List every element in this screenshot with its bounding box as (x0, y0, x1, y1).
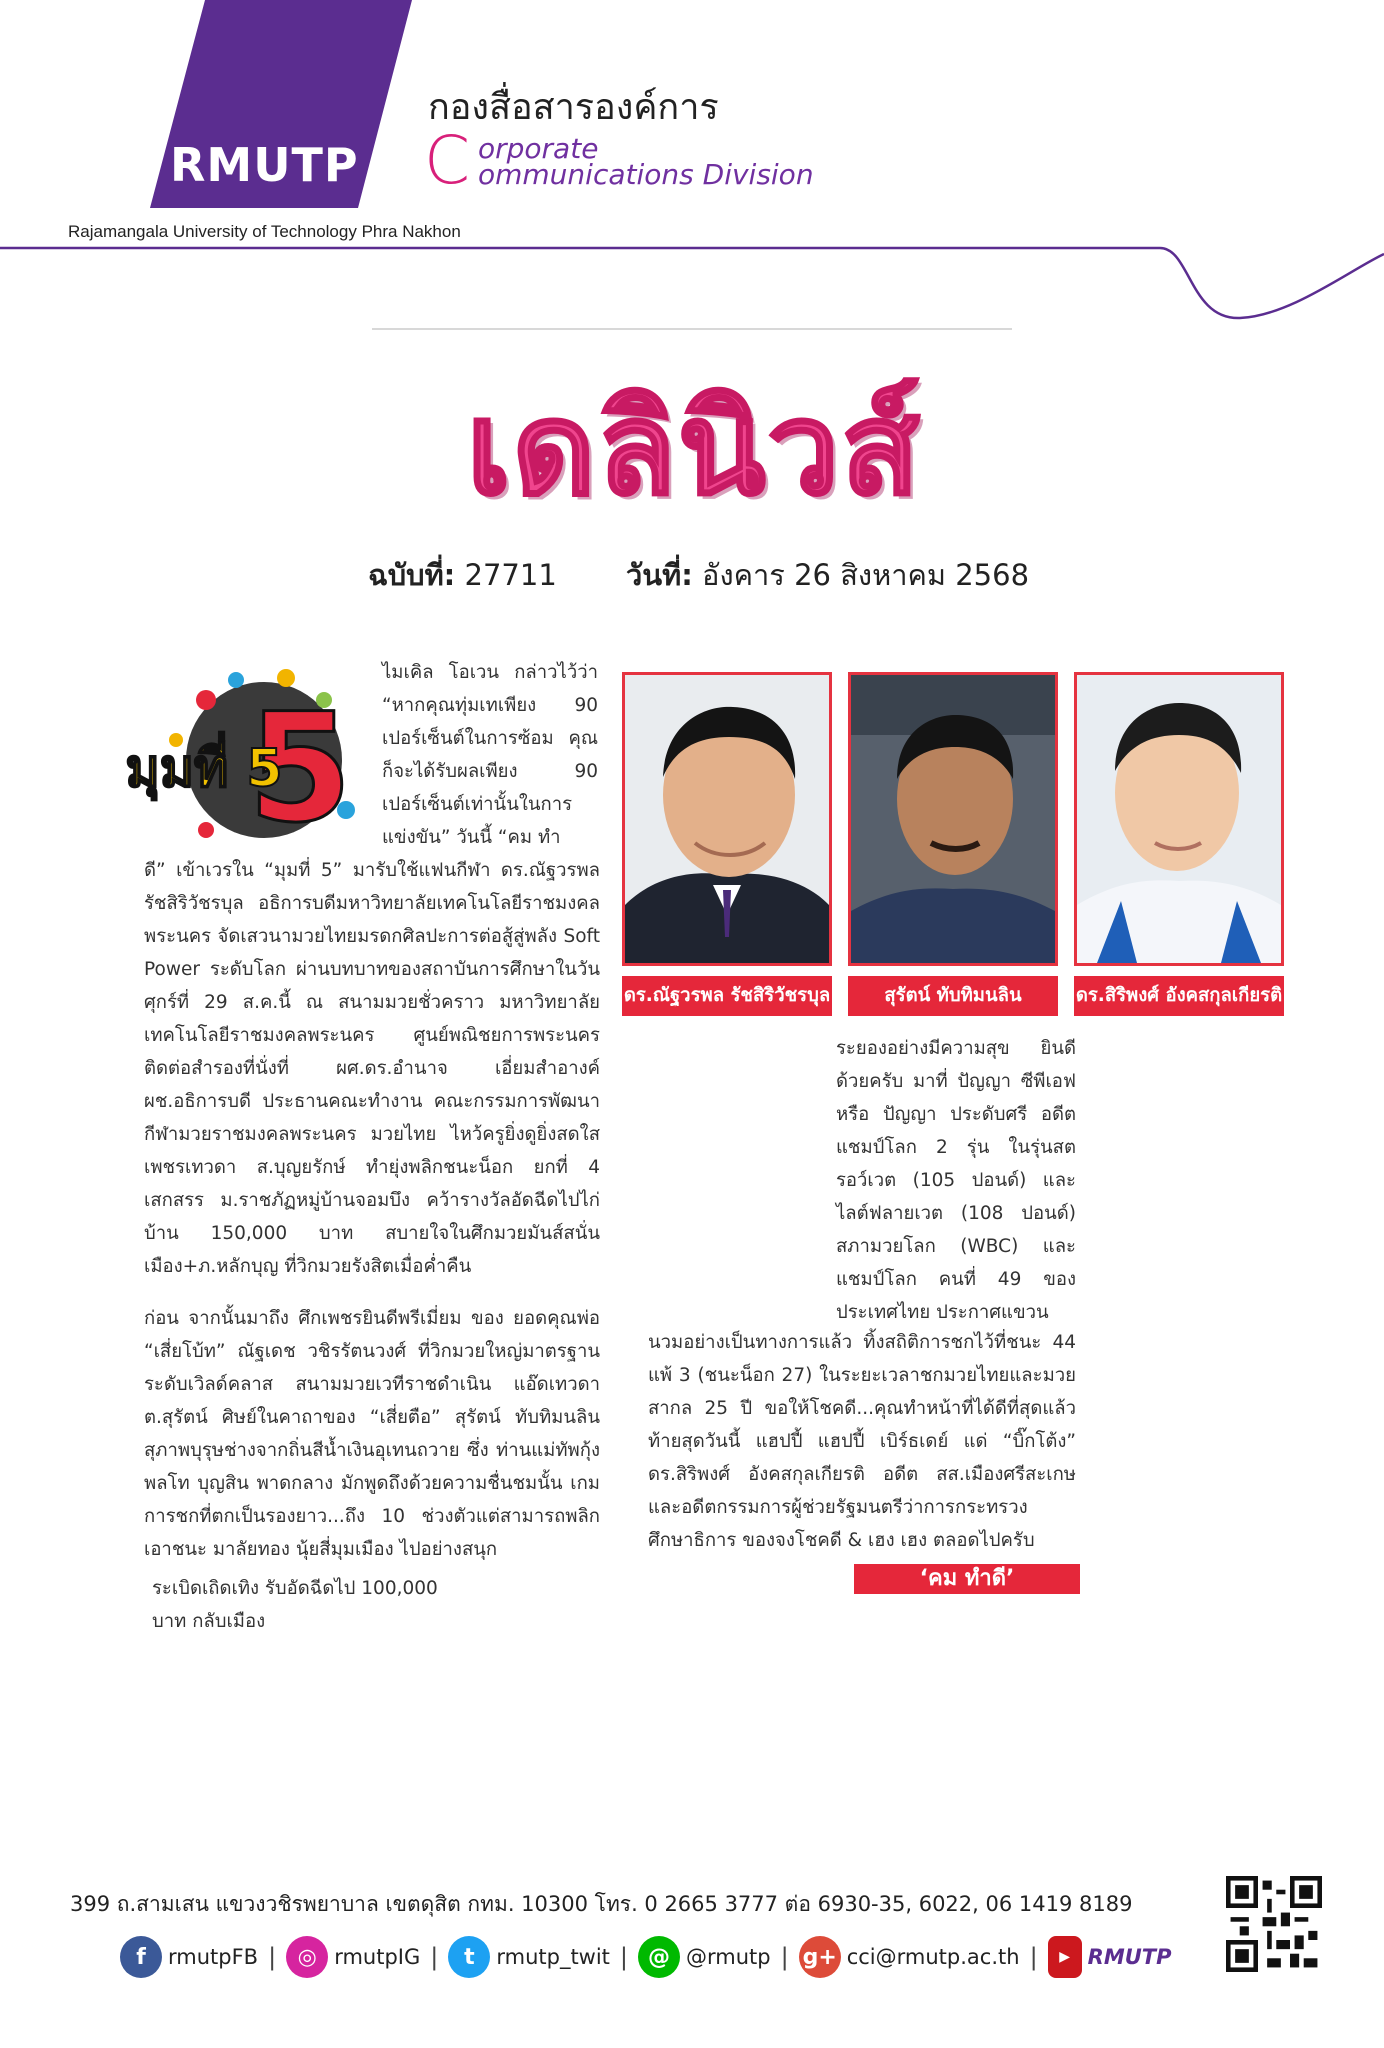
issue-value: 27711 (464, 558, 557, 592)
article-intro: ไมเคิล โอเวน กล่าวไว้ว่า “หากคุณทุ่มเทเพียง 90 เปอร์เซ็นต์ในการซ้อม คุณก็จะได้รับผลเพียง 90 เปอร์เซ็นต์เท่านั้นในการแข่งขัน” วันนี้ “คม ทำ (382, 662, 598, 848)
social-links (120, 1932, 1172, 1982)
clipping-divider (372, 328, 1012, 330)
photo-caption-2: สุรัตน์ ทับทิมนลิน (848, 976, 1058, 1016)
article-left-tail: ระเบิดเถิดเทิง รับอัดฉีดไป 100,000 บาท กลับเมือง (152, 1578, 438, 1632)
social-facebook-label: rmutpFB (168, 1945, 259, 1969)
social-line-label: @rmutp (686, 1945, 771, 1969)
social-instagram-label: rmutpIG (334, 1945, 421, 1969)
line-icon: @ (638, 1936, 680, 1978)
article-right-top: ระยองอย่างมีความสุข ยินดีด้วยครับ มาที่ ปัญญา ซีพีเอฟ หรือ ปัญญา ประดับศรี อดีตแชมป์โลก 2 รุ่น ในรุ่นสตรอว์เวต (105 ปอนด์) และไลต์ฟลายเวต (108 ปอนด์) สภามวยโลก (WBC) และแชมป์โลก คนที่ 49 ของประเทศไทย ประกาศแขวน (836, 1038, 1076, 1323)
social-line[interactable] (638, 1936, 771, 1978)
photo-natthaworaphon (622, 672, 832, 966)
social-instagram[interactable] (286, 1936, 420, 1978)
social-separator: | (1029, 1943, 1038, 1971)
rmutp-logo (0, 0, 440, 212)
photo-surat (848, 672, 1058, 966)
corner-logo-text: มุมที่ 5 (125, 739, 283, 799)
youtube-icon: ▶ (1048, 1936, 1082, 1978)
dept-en-line-2: ommunications Division (478, 158, 814, 191)
google-plus-icon: g+ (799, 1936, 841, 1978)
photo-caption-1: ดร.ณัฐวรพล รัชสิริวัชรบุล (622, 976, 832, 1016)
issue-number (368, 552, 557, 598)
instagram-icon: ◎ (286, 1936, 328, 1978)
twitter-icon: t (448, 1936, 490, 1978)
photo-caption-3: ดร.สิริพงศ์ อังคสกุลเกียรติ (1074, 976, 1284, 1016)
qr-code[interactable] (1226, 1876, 1322, 1972)
social-separator: | (430, 1943, 439, 1971)
article-left-body-1: ดี” เข้าเวรใน “มุมที่ 5” มารับใช้แฟนกีฬา ดร.ณัฐวรพล รัชสิริวัชรบุล อธิการบดีมหาวิทยาลัยเทคโนโลยีราชมงคลพระนคร จัดเสวนามวยไทยมรดกศิลปะการต่อสู้สู่พลัง Soft Power ระดับโลก ผ่านบทบาทของสถาบันการศึกษาในวันศุกร์ที่ 29 ส.ค.นี้ ณ สนามมวยชั่วคราว มหาวิทยาลัยเทคโนโลยีราชมงคลพระนคร ศูนย์พณิชยการพระนคร ติดต่อสำรองที่นั่งที่ ผศ.ดร.อำนาจ เอี่ยมสำอางค์ ผช.อธิการบดี ประธานคณะทำงาน คณะกรรมการพัฒนากีฬามวยราชมงคลพระนคร มวยไทย ไหว้ครูยิ่งดูยิ่งสดใส เพชรเทวดา ส.บุญยรักษ์ ทำยุ่งพลิกชนะน็อก ยกที่ 4 เสกสรร ม.ราชภัฏหมู่บ้านจอมบึง คว้ารางวัลอัดฉีดไปไก่บ้าน 150,000 บาท สบายใจในศึกมวยมันส์สนั่นเมือง+ภ.หลักบุญ ที่วิกมวยรังสิตเมื่อค่ำคืน (144, 860, 600, 1277)
social-twitter[interactable] (448, 1936, 610, 1978)
social-separator: | (268, 1943, 277, 1971)
date-label: วันที่: (626, 558, 693, 592)
university-name: Rajamangala University of Technology Phra Nakhon (68, 222, 461, 241)
column-logo-mum-thi-5 (125, 660, 372, 856)
social-google-plus[interactable] (799, 1936, 1020, 1978)
social-separator: | (619, 1943, 629, 1971)
social-twitter-label: rmutp_twit (496, 1945, 610, 1969)
social-youtube-label: RMUTP (1087, 1945, 1172, 1969)
social-youtube[interactable] (1048, 1936, 1172, 1978)
article-left-body-2: ก่อน จากนั้นมาถึง ศึกเพชรยินดีพรีเมี่ยม ของ ยอดคุณพ่อ “เสี่ยโบ้ท” ณัฐเดช วชิรรัตนวงศ์ ที่วิกมวยใหญ่มาตรฐานระดับเวิลด์คลาส สนามมวยเวทีราชดำเนิน แอ๊ดเทวดา ต.สุรัตน์ ศิษย์ในคาถาของ “เสี่ยตือ” สุรัตน์ ทับทิมนลิน สุภาพบุรุษช่างจากถิ่นสีน้ำเงินอุเทนถวาย ซึ่ง ท่านแม่ทัพกุ้ง พลโท บุญสิน พาดกลาง มักพูดถึงด้วยความชื่นชมนั้น เกมการชกที่ตกเป็นรองยาว...ถึง 10 ช่วงตัวแต่สามารถพลิกเอาชนะ มาลัยทอง นุ้ยสี่มุมเมือง ไปอย่างสนุก (144, 1308, 600, 1560)
svg-text:5: 5 (247, 682, 353, 856)
dept-en-initial: C (424, 122, 471, 199)
issue-label: ฉบับที่: (368, 558, 456, 592)
header-wave-line (0, 210, 1384, 330)
dept-en-line-1: orporate (478, 132, 599, 165)
article-byline: ‘คม ทำดี’ (854, 1564, 1080, 1594)
article-right-body: นวมอย่างเป็นทางการแล้ว ทิ้งสถิติการชกไว้ที่ชนะ 44 แพ้ 3 (ชนะน็อก 27) ในระยะเวลาชกมวยไทยและมวยสากล 25 ปี ขอให้โชคดี...คุณทำหน้าที่ได้ดีที่สุดแล้ว ท้ายสุดวันนี้ แฮปปี้ แฮปปี้ เบิร์ธเดย์ แด่ “บิ๊กโต้ง” ดร.สิริพงศ์ อังคสกุลเกียรติ อดีต สส.เมืองศรีสะเกษ และอดีตกรรมการผู้ช่วยรัฐมนตรีว่าการกระทรวงศึกษาธิการ ของจงโชคดี & เฮง เฮง ตลอดไปครับ (648, 1332, 1076, 1551)
date-value: อังคาร 26 สิงหาคม 2568 (702, 558, 1030, 592)
social-facebook[interactable] (120, 1936, 258, 1978)
social-separator: | (780, 1943, 789, 1971)
facebook-icon: f (120, 1936, 162, 1978)
issue-date (626, 552, 1029, 598)
social-google-plus-label: cci@rmutp.ac.th (846, 1945, 1020, 1969)
photo-siriphong (1074, 672, 1284, 966)
newspaper-masthead: เดลินิวส์ (466, 375, 922, 524)
dept-thai-name: กองสื่อสารองค์การ (428, 87, 719, 128)
logo-text: RMUTP (170, 138, 359, 192)
footer-address: 399 ถ.สามเสน แขวงวชิรพยาบาล เขตดุสิต กทม. 10300 โทร. 0 2665 3777 ต่อ 6930-35, 6022, 06 1419 8189 (70, 1892, 1133, 1916)
